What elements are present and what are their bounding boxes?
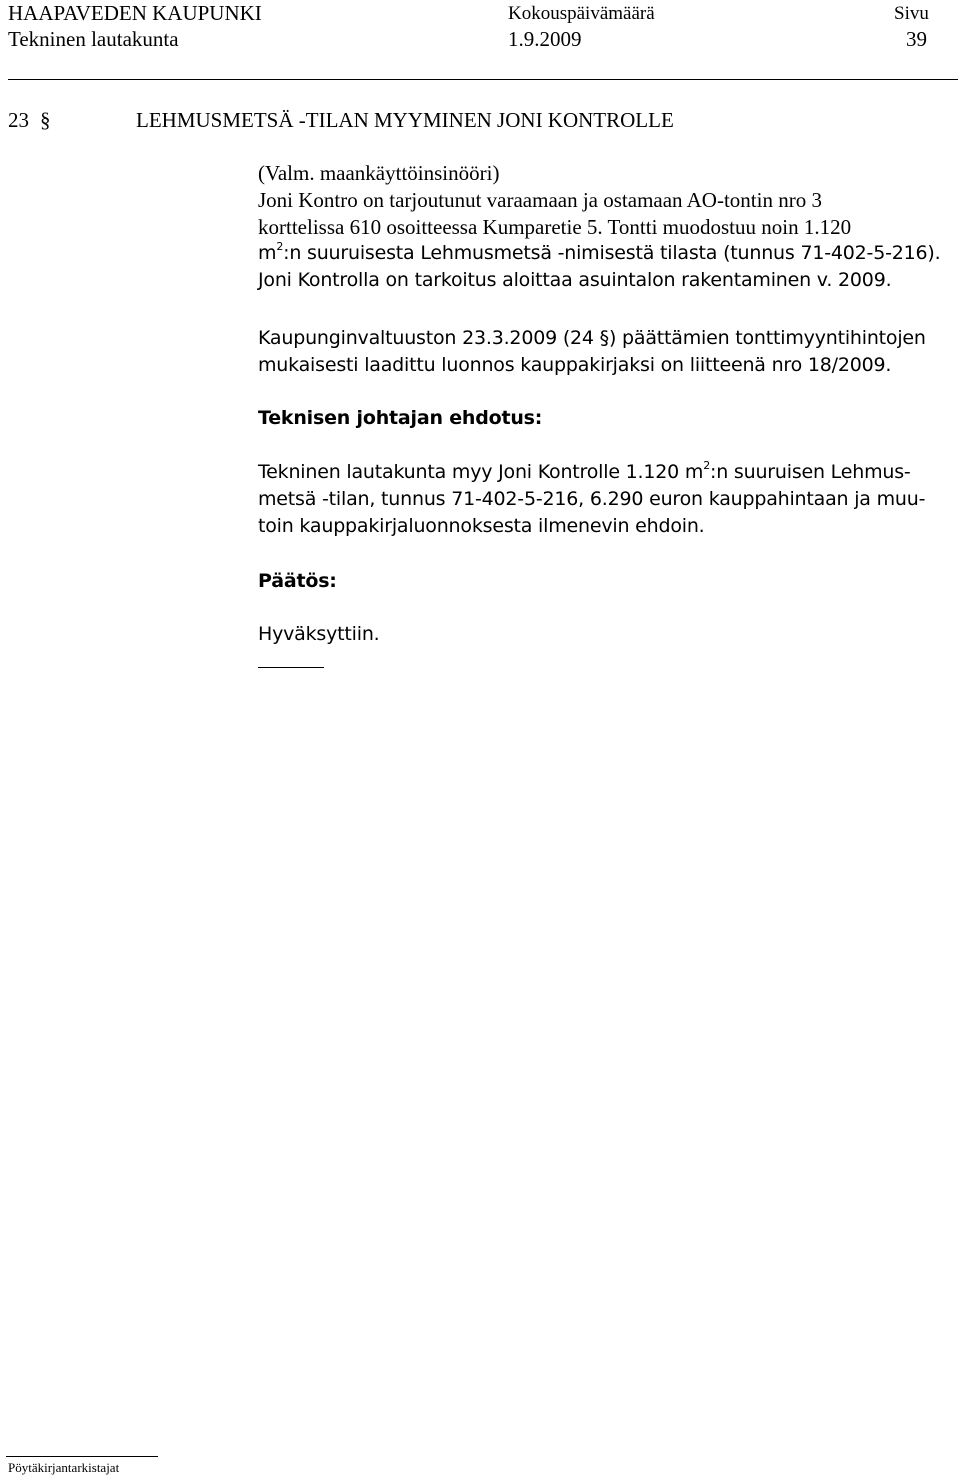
proposal-line-3: toin kauppakirjaluonnoksesta ilmenevin ehdoin.	[258, 515, 705, 537]
paragraph-1-line-2: korttelissa 610 osoitteessa Kumparetie 5. Tontti muodostuu noin 1.120	[258, 215, 852, 239]
date-label: Kokouspäivämäärä	[508, 3, 655, 24]
proposal-heading: Teknisen johtajan ehdotus:	[258, 407, 543, 429]
paragraph-2-line-2: mukaisesti laadittu luonnos kauppakirjaksi on liitteenä nro 18/2009.	[258, 354, 892, 376]
proposal-line-1-suffix: :n suuruisen Lehmus-	[710, 461, 911, 483]
proposal-area-exponent: 2	[703, 459, 711, 472]
item-number: 23	[8, 108, 29, 132]
area-unit: m	[258, 242, 277, 264]
meeting-date: 1.9.2009	[508, 27, 582, 51]
paragraph-1-line-3-text: :n suuruisesta Lehmusmetsä -nimisestä tilasta (tunnus 71-402-5-216).	[283, 242, 941, 264]
decision-text: Hyväksyttiin.	[258, 623, 380, 645]
paragraph-1-line-1: Joni Kontro on tarjoutunut varaamaan ja ostamaan AO-tontin nro 3	[258, 188, 822, 212]
board-name: Tekninen lautakunta	[8, 27, 179, 51]
proposal-line-1	[258, 459, 911, 486]
end-of-item-rule	[258, 667, 324, 668]
section-sign: §	[40, 108, 51, 132]
footer-signature-line	[6, 1456, 158, 1457]
decision-heading: Päätös:	[258, 570, 337, 592]
header-divider	[8, 79, 958, 80]
proposal-line-1-text: Tekninen lautakunta myy Joni Kontrolle 1.120 m	[258, 461, 704, 483]
municipality-name: HAAPAVEDEN KAUPUNKI	[8, 1, 262, 25]
item-title: LEHMUSMETSÄ -TILAN MYYMINEN JONI KONTROLLE	[136, 108, 674, 132]
page-number: 39	[906, 27, 927, 51]
paragraph-1-line-4: Joni Kontrolla on tarkoitus aloittaa asuintalon rakentaminen v. 2009.	[258, 269, 892, 291]
paragraph-1-line-3	[258, 240, 940, 267]
area-unit-exponent: 2	[276, 240, 284, 253]
page-label: Sivu	[894, 3, 929, 24]
paragraph-2-line-1: Kaupunginvaltuuston 23.3.2009 (24 §) päättämien tonttimyyntihintojen	[258, 327, 926, 349]
proposal-line-2: metsä -tilan, tunnus 71-402-5-216, 6.290 euron kauppahintaan ja muu-	[258, 488, 926, 510]
footer-label: Pöytäkirjantarkistajat	[8, 1460, 120, 1475]
preparer-note: (Valm. maankäyttöinsinööri)	[258, 161, 500, 185]
